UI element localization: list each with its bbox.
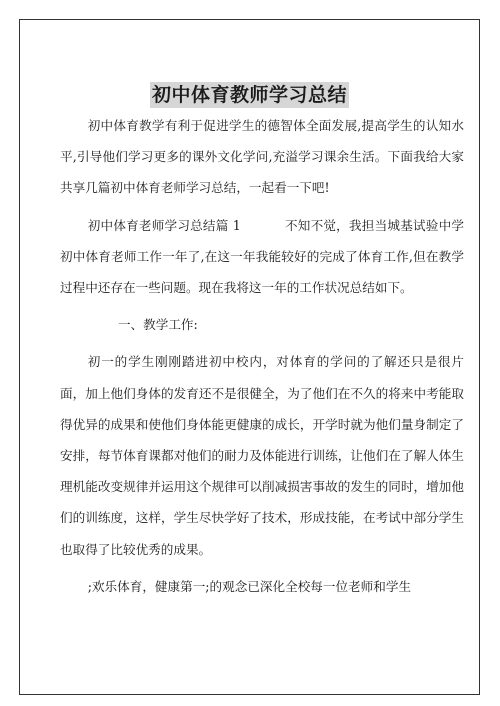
intro-paragraph: 初中体育教学有利于促进学生的德智体全面发展,提高学生的认知水平,引导他们学习更多的课外文化学问,充溢学习课余生活。下面我给大家共享几篇初中体育老师学习总结，一起看一下吧! bbox=[60, 118, 464, 196]
article-paragraph bbox=[60, 210, 464, 304]
document-title: 初中体育教师学习总结 bbox=[151, 84, 347, 106]
title-container bbox=[20, 82, 479, 108]
document-page bbox=[19, 19, 480, 695]
body-paragraph-continued: ;欢乐体育，健康第一;的观念已深化全校每一位老师和学生 bbox=[87, 578, 412, 594]
article-heading: 初中体育老师学习总结篇 1 bbox=[87, 217, 241, 233]
article-intro-text: 不知不觉，我担当城基试验中学初中体育老师工作一年了,在这一年我能较好的完成了体育工作,但在教学过程中还存在一些问题。现在我将这一年的工作状况总结如下。 bbox=[60, 217, 464, 296]
document-body bbox=[60, 110, 464, 602]
body-paragraph: 初一的学生刚刚踏进初中校内，对体育的学问的了解还只是很片面，加上他们身体的发育还不是很健全，为了他们在不久的将来中考能取得优异的成果和使他们身体能更健康的成长，开学时就为他们量身制定了安排，每节体育课都对他们的耐力及体能进行训练，让他们在了解人体生理机能改变规律并运用这个规律可以削减损害事故的发生的同时，增加他们的训练度，这样，学生尽快学好了技术，形成技能，在考试中部分学生也取得了比较优秀的成果。 bbox=[60, 354, 464, 557]
section-heading: 一、教学工作: bbox=[117, 317, 198, 333]
